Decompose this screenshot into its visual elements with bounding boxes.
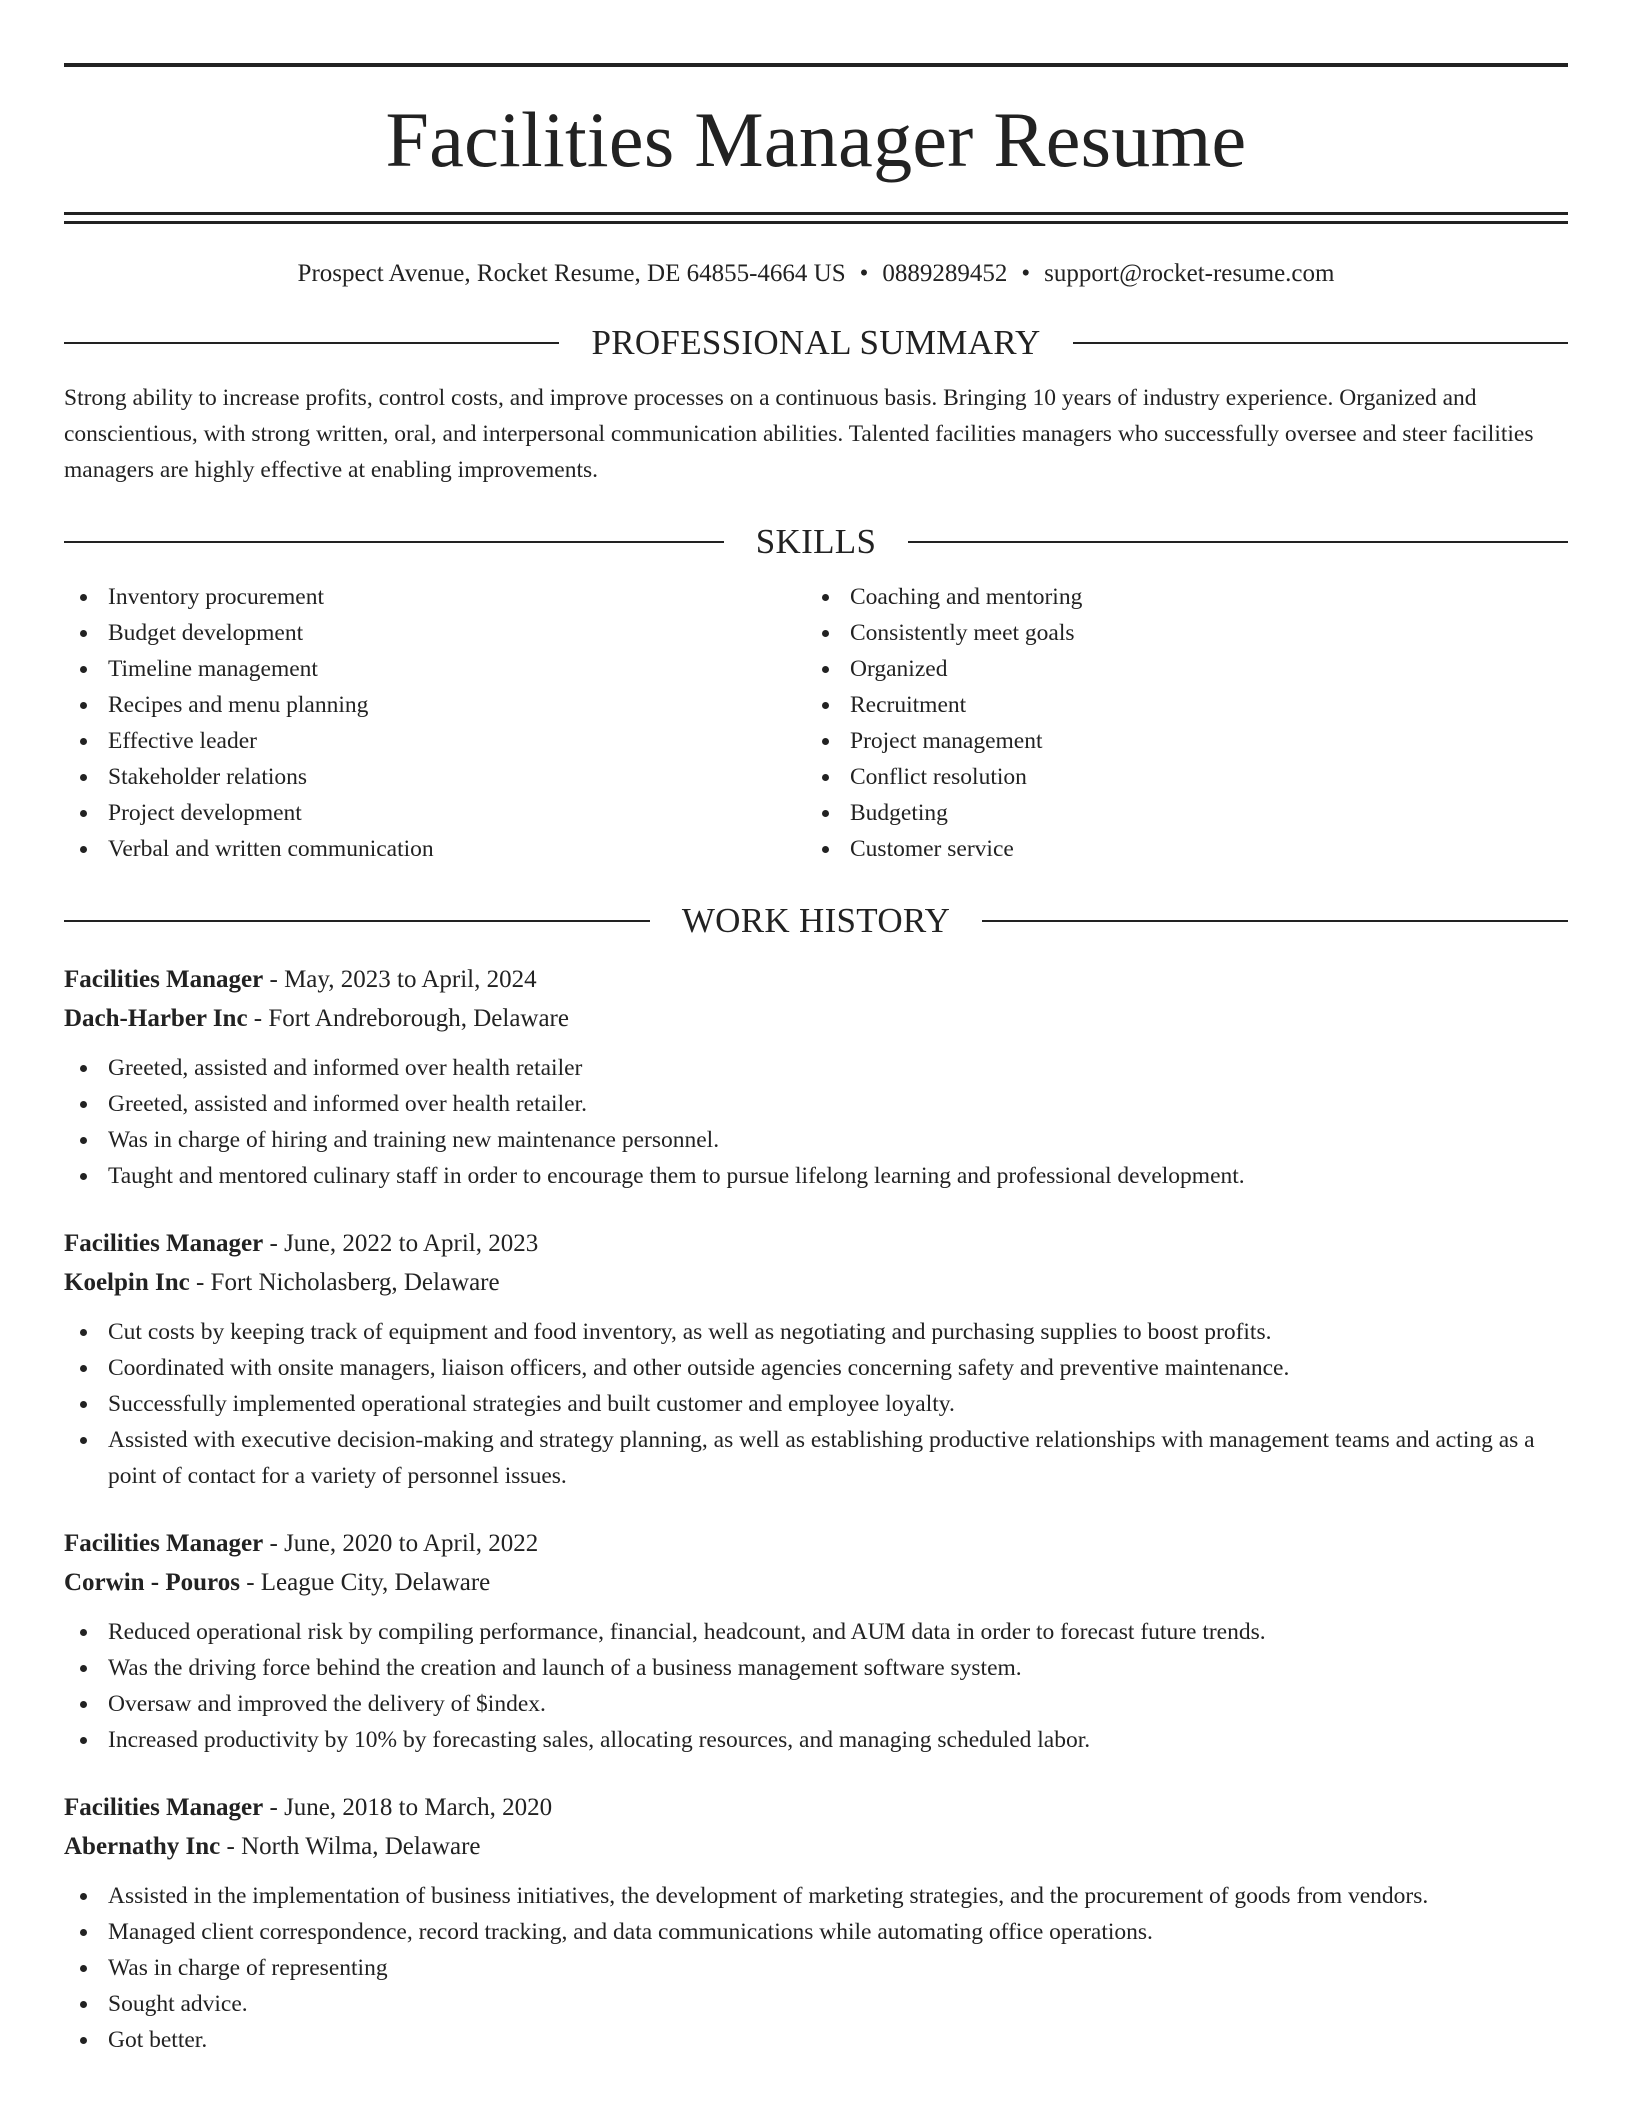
skill-item: Inventory procurement	[64, 579, 806, 615]
job-bullet: Coordinated with onsite managers, liaison officers, and other outside agencies concerning safety and preventive maintenance.	[64, 1350, 1568, 1386]
skill-item: Verbal and written communication	[64, 831, 806, 867]
contact-line	[64, 259, 1568, 289]
job-bullet: Got better.	[64, 2022, 1568, 2058]
skill-item: Project management	[806, 723, 1548, 759]
job-title: Facilities Manager	[64, 1794, 264, 1821]
skill-item: Timeline management	[64, 651, 806, 687]
summary-text: Strong ability to increase profits, control costs, and improve processes on a continuous basis. Bringing 10 years of industry experience. Organized and conscientious, with strong written, oral, and interpersonal communication abilities. Talented facilities managers who successfully oversee and steer facilities managers are highly effective at enabling improvements.	[64, 385, 1534, 483]
skills-list	[64, 579, 1568, 867]
skill-item: Budgeting	[806, 795, 1548, 831]
heading-rule-right	[908, 541, 1568, 543]
job-title-line	[64, 1224, 1568, 1263]
job-bullet: Sought advice.	[64, 1986, 1568, 2022]
heading-rule-left	[64, 342, 559, 344]
heading-rule-right	[982, 920, 1568, 922]
contact-email: support@rocket-resume.com	[1044, 260, 1335, 287]
job-title-line	[64, 960, 1568, 999]
job-bullet: Oversaw and improved the delivery of $index.	[64, 1686, 1568, 1722]
skill-item: Budget development	[64, 615, 806, 651]
skill-item: Stakeholder relations	[64, 759, 806, 795]
job-bullet: Successfully implemented operational strategies and built customer and employee loyalty.	[64, 1386, 1568, 1422]
job-bullet: Was in charge of hiring and training new maintenance personnel.	[64, 1122, 1568, 1158]
skill-item: Conflict resolution	[806, 759, 1548, 795]
job-title: Facilities Manager	[64, 966, 264, 993]
job-company-line	[64, 1563, 1568, 1602]
job-company-line	[64, 1827, 1568, 1866]
summary-heading-label: PROFESSIONAL SUMMARY	[591, 323, 1041, 362]
title-double-rule	[64, 212, 1568, 224]
contact-phone: 0889289452	[882, 260, 1008, 287]
job-location: - League City, Delaware	[239, 1569, 491, 1596]
heading-rule-right	[1073, 342, 1568, 344]
skill-item: Coaching and mentoring	[806, 579, 1548, 615]
job-title: Facilities Manager	[64, 1230, 264, 1257]
job-location: - Fort Nicholasberg, Delaware	[189, 1269, 500, 1296]
job-bullet: Was the driving force behind the creation and launch of a business management software system.	[64, 1650, 1568, 1686]
skill-item: Organized	[806, 651, 1548, 687]
job-bullet: Managed client correspondence, record tracking, and data communications while automating office operations.	[64, 1914, 1568, 1950]
skill-item: Recruitment	[806, 687, 1548, 723]
job-bullets	[64, 1614, 1568, 1758]
job-bullet: Increased productivity by 10% by forecasting sales, allocating resources, and managing scheduled labor.	[64, 1722, 1568, 1758]
top-rule	[64, 63, 1568, 67]
work-heading-label: WORK HISTORY	[681, 901, 951, 940]
job-entry	[64, 1524, 1568, 1758]
skill-item: Recipes and menu planning	[64, 687, 806, 723]
job-bullet: Taught and mentored culinary staff in order to encourage them to pursue lifelong learning and professional development.	[64, 1158, 1568, 1194]
job-bullets	[64, 1878, 1568, 2058]
skills-column-right	[806, 579, 1548, 867]
job-bullet: Assisted in the implementation of business initiatives, the development of marketing strategies, and the procurement of goods from vendors.	[64, 1878, 1568, 1914]
job-dates: - June, 2018 to March, 2020	[263, 1794, 553, 1821]
skill-item: Effective leader	[64, 723, 806, 759]
contact-address: Prospect Avenue, Rocket Resume, DE 64855-4664 US	[297, 260, 846, 287]
summary-section-heading	[64, 325, 1568, 360]
job-entry	[64, 960, 1568, 1194]
skill-item: Customer service	[806, 831, 1548, 867]
job-bullet: Greeted, assisted and informed over health retailer.	[64, 1086, 1568, 1122]
job-dates: - June, 2022 to April, 2023	[263, 1230, 539, 1257]
job-company-line	[64, 1263, 1568, 1302]
job-title-line	[64, 1788, 1568, 1827]
job-company: Koelpin Inc	[64, 1269, 190, 1296]
job-title-line	[64, 1524, 1568, 1563]
contact-separator: •	[1021, 260, 1031, 287]
job-bullets	[64, 1314, 1568, 1494]
skills-section-heading	[64, 524, 1568, 559]
heading-rule-left	[64, 920, 650, 922]
job-bullets	[64, 1050, 1568, 1194]
resume-title: Facilities Manager Resume	[385, 96, 1247, 183]
job-location: - North Wilma, Delaware	[220, 1833, 481, 1860]
work-section-heading	[64, 903, 1568, 938]
job-bullet: Was in charge of representing	[64, 1950, 1568, 1986]
job-company: Abernathy Inc	[64, 1833, 221, 1860]
skill-item: Consistently meet goals	[806, 615, 1548, 651]
job-bullet: Reduced operational risk by compiling performance, financial, headcount, and AUM data in order to forecast future trends.	[64, 1614, 1568, 1650]
job-bullet: Greeted, assisted and informed over health retailer	[64, 1050, 1568, 1086]
job-entry	[64, 1788, 1568, 2058]
job-dates: - June, 2020 to April, 2022	[263, 1530, 539, 1557]
job-location: - Fort Andreborough, Delaware	[247, 1005, 569, 1032]
contact-separator: •	[859, 260, 869, 287]
skills-heading-label: SKILLS	[755, 522, 877, 561]
job-company-line	[64, 999, 1568, 1038]
job-bullet: Cut costs by keeping track of equipment and food inventory, as well as negotiating and purchasing supplies to boost profits.	[64, 1314, 1568, 1350]
skill-item: Project development	[64, 795, 806, 831]
skills-column-left	[64, 579, 806, 867]
job-dates: - May, 2023 to April, 2024	[263, 966, 537, 993]
job-title: Facilities Manager	[64, 1530, 264, 1557]
job-company: Dach-Harber Inc	[64, 1005, 248, 1032]
job-company: Corwin - Pouros	[64, 1569, 240, 1596]
job-bullet: Assisted with executive decision-making and strategy planning, as well as establishing productive relationships with management teams and acting as a point of contact for a variety of personnel issues.	[64, 1422, 1568, 1494]
heading-rule-left	[64, 541, 724, 543]
job-entry	[64, 1224, 1568, 1494]
